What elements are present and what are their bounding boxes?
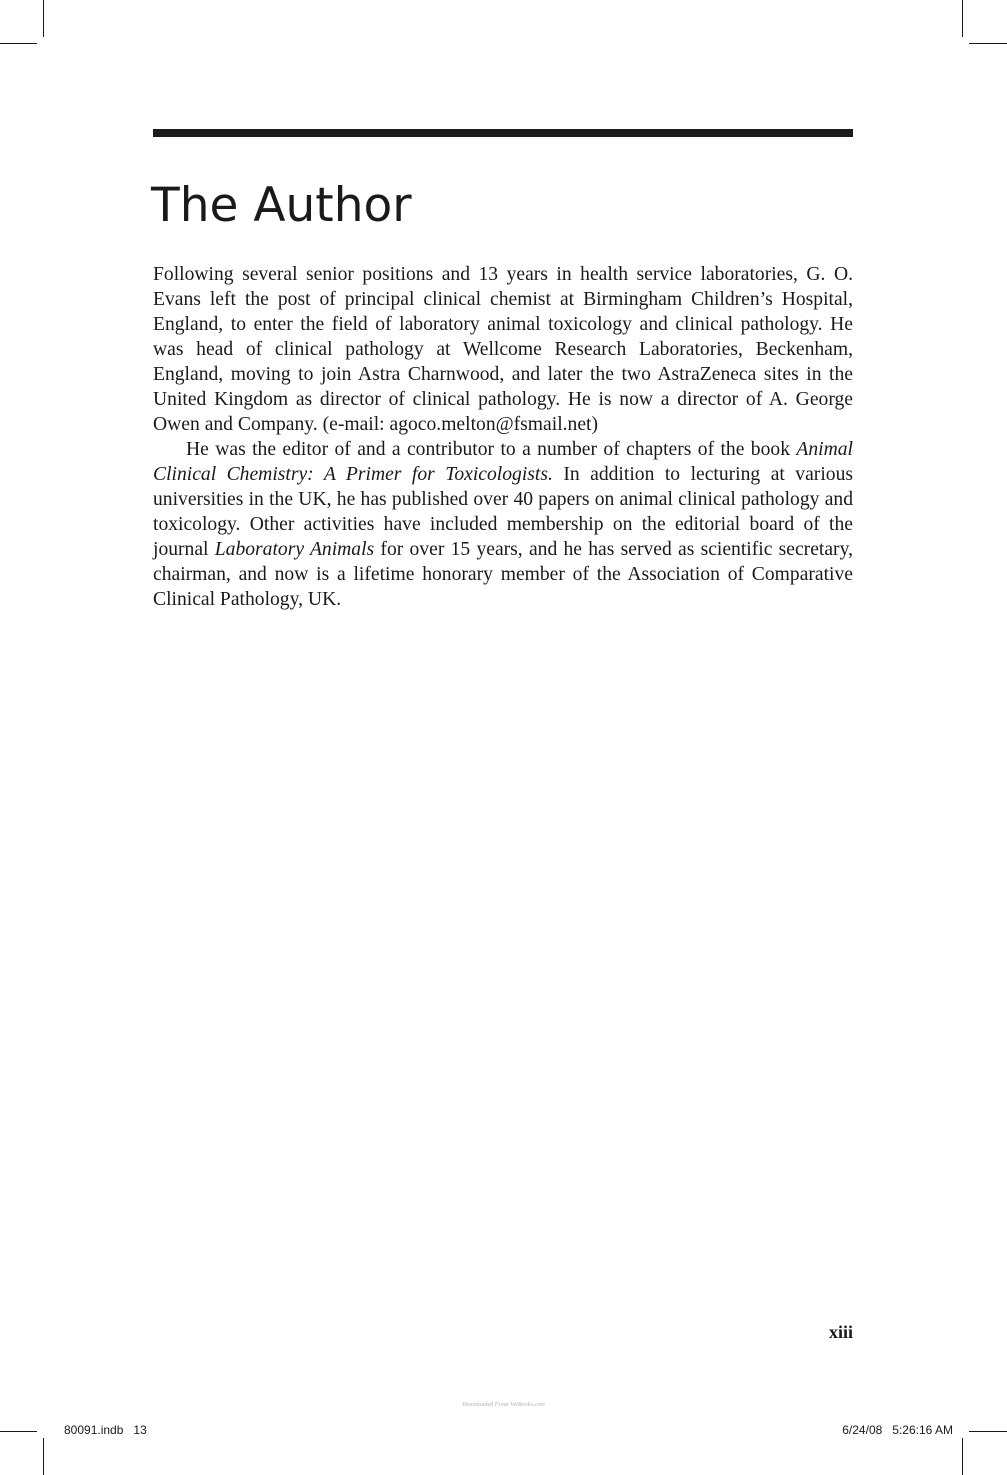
crop-mark-bottom-left-vertical: [43, 1438, 44, 1475]
crop-mark-top-left-horizontal: [0, 43, 37, 44]
page-number: xiii: [828, 1322, 853, 1342]
download-watermark: Downloaded From VetBooks.com: [462, 1402, 545, 1408]
paragraph-2: [153, 437, 853, 612]
paragraph-2-text-1: He was the editor of and a contributor to a number of chapters of the book: [186, 439, 797, 460]
crop-mark-top-right-horizontal: [969, 43, 1007, 44]
paragraph-2-text-2: In addition to lecturing at various universities in the UK, he has published over 40 papers on animal clinical pathology and toxicology. Other activities have included membership on the editorial board of the journal: [153, 464, 853, 560]
paragraph-2-text-3: for over 15 years, and he has served as scientific secretary, chairman, and now is a lifetime honorary member of the Association of Comparative Clinical Pathology, UK.: [153, 539, 853, 610]
body-text: [153, 262, 853, 612]
crop-mark-bottom-right-vertical: [962, 1438, 963, 1475]
crop-mark-bottom-right-horizontal: [969, 1431, 1007, 1432]
crop-mark-top-left-vertical: [43, 0, 44, 37]
timestamp-slug: 6/24/08 5:26:16 AM: [842, 1423, 953, 1437]
paragraph-1: Following several senior positions and 13 years in health service laboratories, G. O. Evans left the post of principal clinical chemist at Birmingham Children’s Hospital, England, to enter the field of laboratory animal toxicology and clinical pathology. He was head of clinical pathology at Wellcome Research Laboratories, Beckenham, England, moving to join Astra Charnwood, and later the two AstraZeneca sites in the United Kingdom as director of clinical pathology. He is now a director of A. George Owen and Company. (e-mail: agoco.melton@fsmail.net): [153, 264, 853, 435]
journal-title-italic: Laboratory Animals: [214, 539, 375, 560]
file-slug: 80091.indb 13: [64, 1423, 147, 1437]
chapter-title: The Author: [151, 178, 412, 233]
crop-mark-top-right-vertical: [962, 0, 963, 37]
chapter-heading-rule: [153, 129, 853, 137]
book-title-italic: Animal Clinical Chemistry: A Primer for Toxicologists.: [153, 439, 853, 485]
crop-mark-bottom-left-horizontal: [0, 1431, 37, 1432]
